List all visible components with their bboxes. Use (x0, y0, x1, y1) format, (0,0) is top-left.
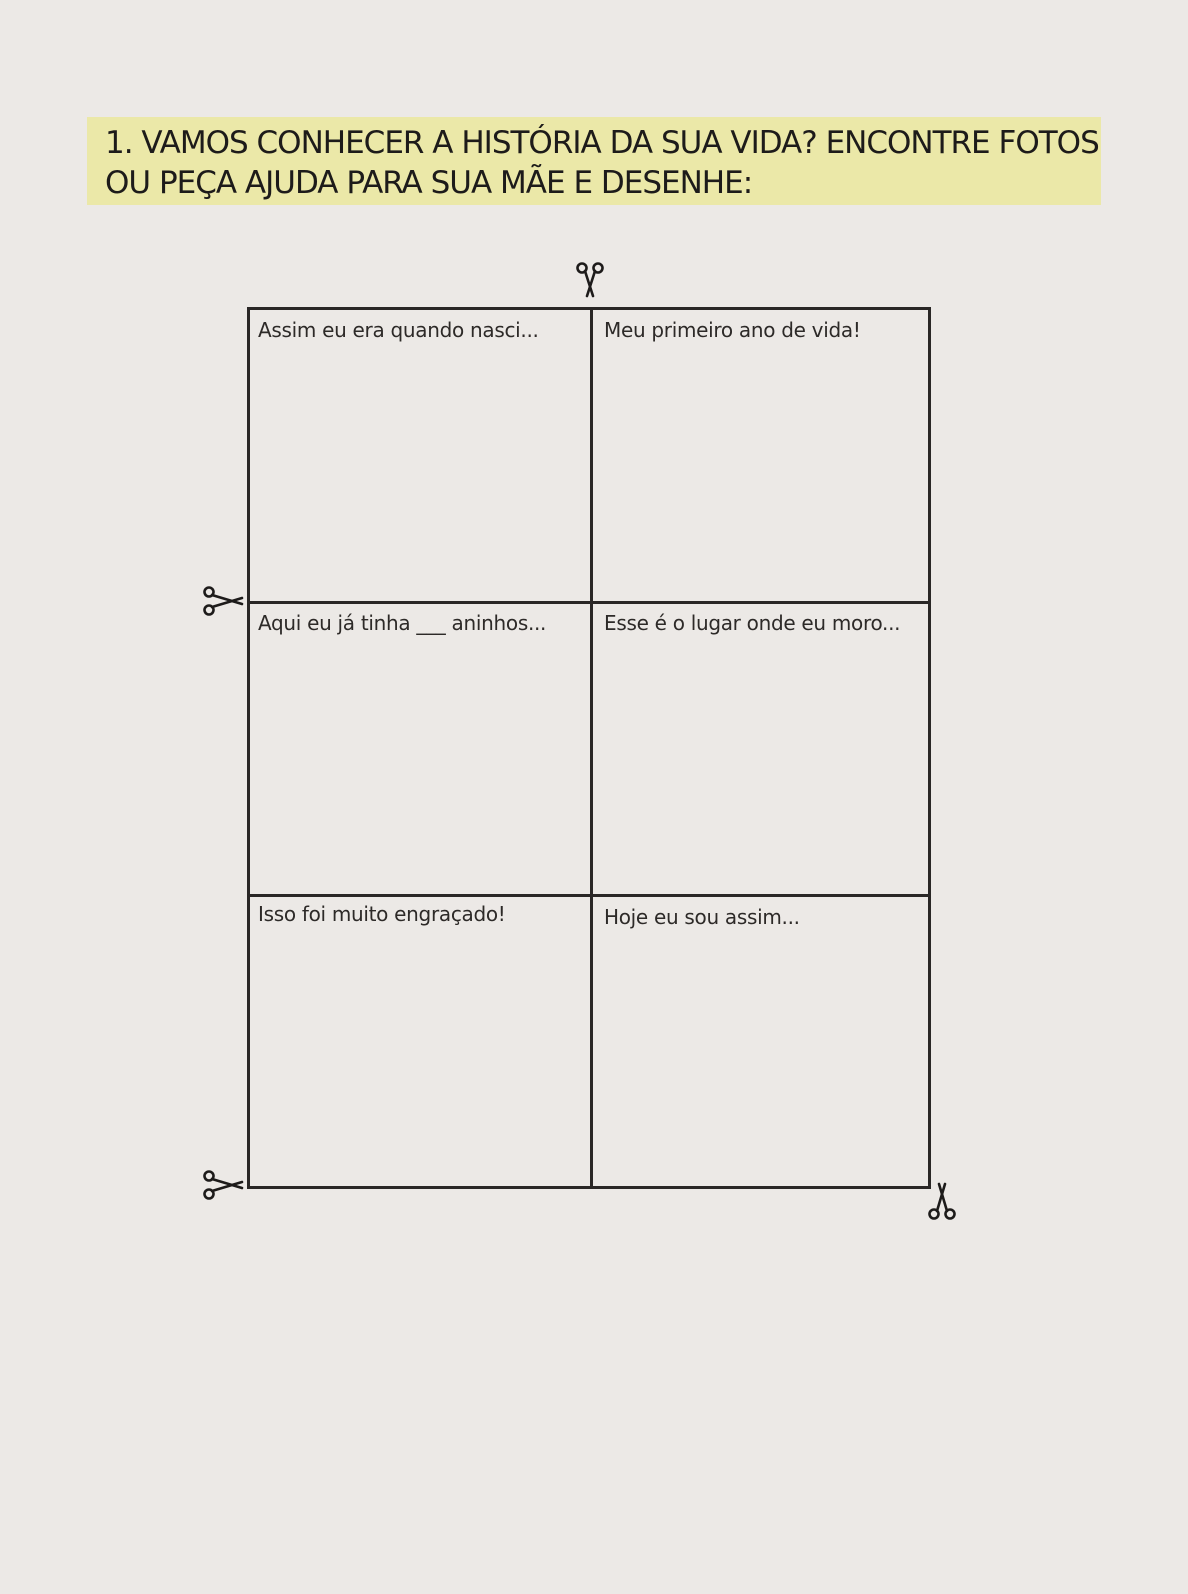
cell-label-newborn: Assim eu era quando nasci... (258, 318, 539, 342)
scissors-icon (920, 1180, 964, 1224)
cell-label-funny: Isso foi muito engraçado! (258, 902, 506, 926)
cell-label-today: Hoje eu sou assim... (604, 905, 800, 929)
cell-label-first-year: Meu primeiro ano de vida! (604, 318, 861, 342)
scissors-icon (568, 258, 612, 302)
grid-divider-horizontal-2 (250, 894, 928, 897)
instruction-line-1: 1. VAMOS CONHECER A HISTÓRIA DA SUA VIDA? ENCONTRE FOTOS (105, 125, 1099, 161)
instruction-banner (87, 117, 1101, 205)
grid-divider-horizontal-1 (250, 601, 928, 604)
cell-label-age: Aqui eu já tinha ___ aninhos... (258, 611, 547, 635)
instruction-line-2: OU PEÇA AJUDA PARA SUA MÃE E DESENHE: (105, 165, 753, 201)
drawing-grid (247, 307, 931, 1189)
cell-label-home: Esse é o lugar onde eu moro... (604, 611, 901, 635)
scissors-icon (200, 1164, 244, 1208)
scissors-icon (200, 580, 244, 624)
grid-divider-vertical (590, 310, 593, 1186)
